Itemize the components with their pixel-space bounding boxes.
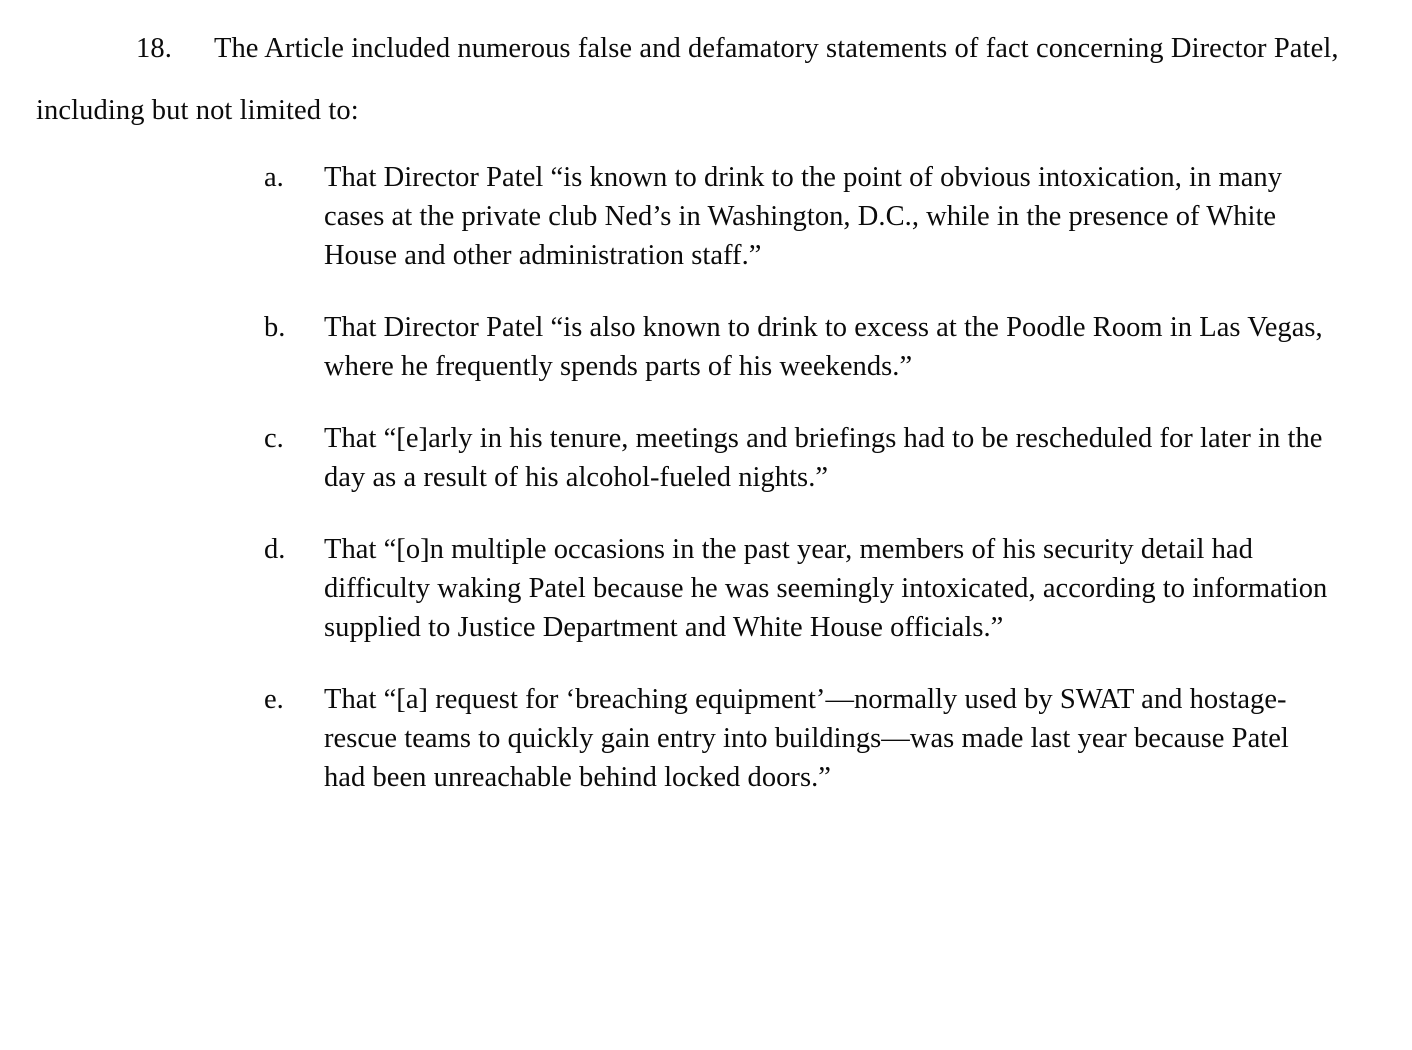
paragraph-body: The Article included numerous false and defamatory statements of fact concerning Director Patel, including but not limited to: [36, 33, 1339, 126]
list-item-text: That “[a] request for ‘breaching equipment’—normally used by SWAT and hostage-rescue teams to quickly gain entry into buildings—was made last year because Patel had been unreachable behind locked doors.” [324, 684, 1289, 793]
list-item-text: That “[o]n multiple occasions in the past year, members of his security detail had difficulty waking Patel because he was seemingly intoxicated, according to information supplied to Justice Department and White House officials.” [324, 534, 1328, 643]
subparagraph-list [36, 158, 1352, 797]
list-item-marker: d. [264, 534, 286, 565]
list-item [36, 308, 1352, 386]
list-item [36, 680, 1352, 797]
list-item [36, 158, 1352, 275]
list-item-marker: c. [264, 423, 284, 454]
list-item-marker: a. [264, 162, 284, 193]
list-item-marker: e. [264, 684, 284, 715]
list-item [36, 530, 1352, 647]
list-item-text: That “[e]arly in his tenure, meetings and briefings had to be rescheduled for later in the day as a result of his alcohol-fueled nights.” [324, 423, 1323, 493]
list-item-text: That Director Patel “is also known to drink to excess at the Poodle Room in Las Vegas, where he frequently spends parts of his weekends.” [324, 312, 1323, 382]
paragraph-number: 18. [136, 33, 172, 64]
list-item-marker: b. [264, 312, 286, 343]
numbered-paragraph-18 [36, 18, 1352, 142]
list-item [36, 419, 1352, 497]
list-item-text: That Director Patel “is known to drink to the point of obvious intoxication, in many cases at the private club Ned’s in Washington, D.C., while in the presence of White House and other administration staff.” [324, 162, 1283, 271]
